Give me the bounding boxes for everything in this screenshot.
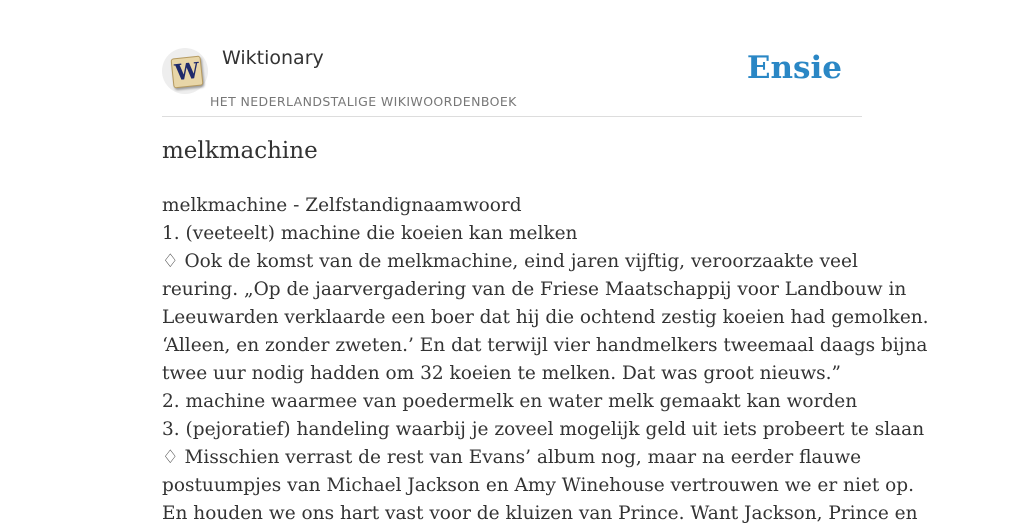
definition-3: 3. (pejoratief) handeling waarbij je zoveel mogelijk geld uit iets probeert te slaan: [162, 419, 925, 440]
definition-text: [162, 192, 929, 528]
ensie-brand-logo[interactable]: Ensie: [746, 50, 842, 86]
wiktionary-logo[interactable]: [162, 48, 208, 94]
example-1-line: ♢ Ook de komst van de melkmachine, eind jaren vijftig, veroorzaakte veel: [162, 251, 858, 272]
example-1-line: Leeuwarden verklaarde een boer dat hij die ochtend zestig koeien had gemolken.: [162, 307, 929, 328]
example-3-line: En houden we ons hart vast voor de kluizen van Prince. Want Jackson, Prince en: [162, 503, 918, 524]
example-3-line: ♢ Misschien verrast de rest van Evans’ album nog, maar na eerder flauwe: [162, 447, 862, 468]
definition-2: 2. machine waarmee van poedermelk en water melk gemaakt kan worden: [162, 391, 858, 412]
site-name[interactable]: Wiktionary: [222, 47, 324, 69]
wiktionary-logo-icon: W: [171, 56, 204, 89]
site-tagline: HET NEDERLANDSTALIGE WIKIWOORDENBOEK: [210, 94, 517, 109]
page-title: melkmachine: [162, 138, 318, 164]
example-3-line: postuumpjes van Michael Jackson en Amy Winehouse vertrouwen we er niet op.: [162, 475, 914, 496]
example-1-line: ‘Alleen, en zonder zweten.’ En dat terwijl vier handmelkers tweemaal daags bijna: [162, 335, 928, 356]
site-header: [162, 40, 862, 117]
definition-1: 1. (veeteelt) machine die koeien kan melken: [162, 223, 578, 244]
example-1-line: reuring. „Op de jaarvergadering van de Friese Maatschappij voor Landbouw in: [162, 279, 907, 300]
example-1-line: twee uur nodig hadden om 32 koeien te melken. Dat was groot nieuws.”: [162, 363, 842, 384]
part-of-speech-line: melkmachine - Zelfstandignaamwoord: [162, 195, 522, 216]
